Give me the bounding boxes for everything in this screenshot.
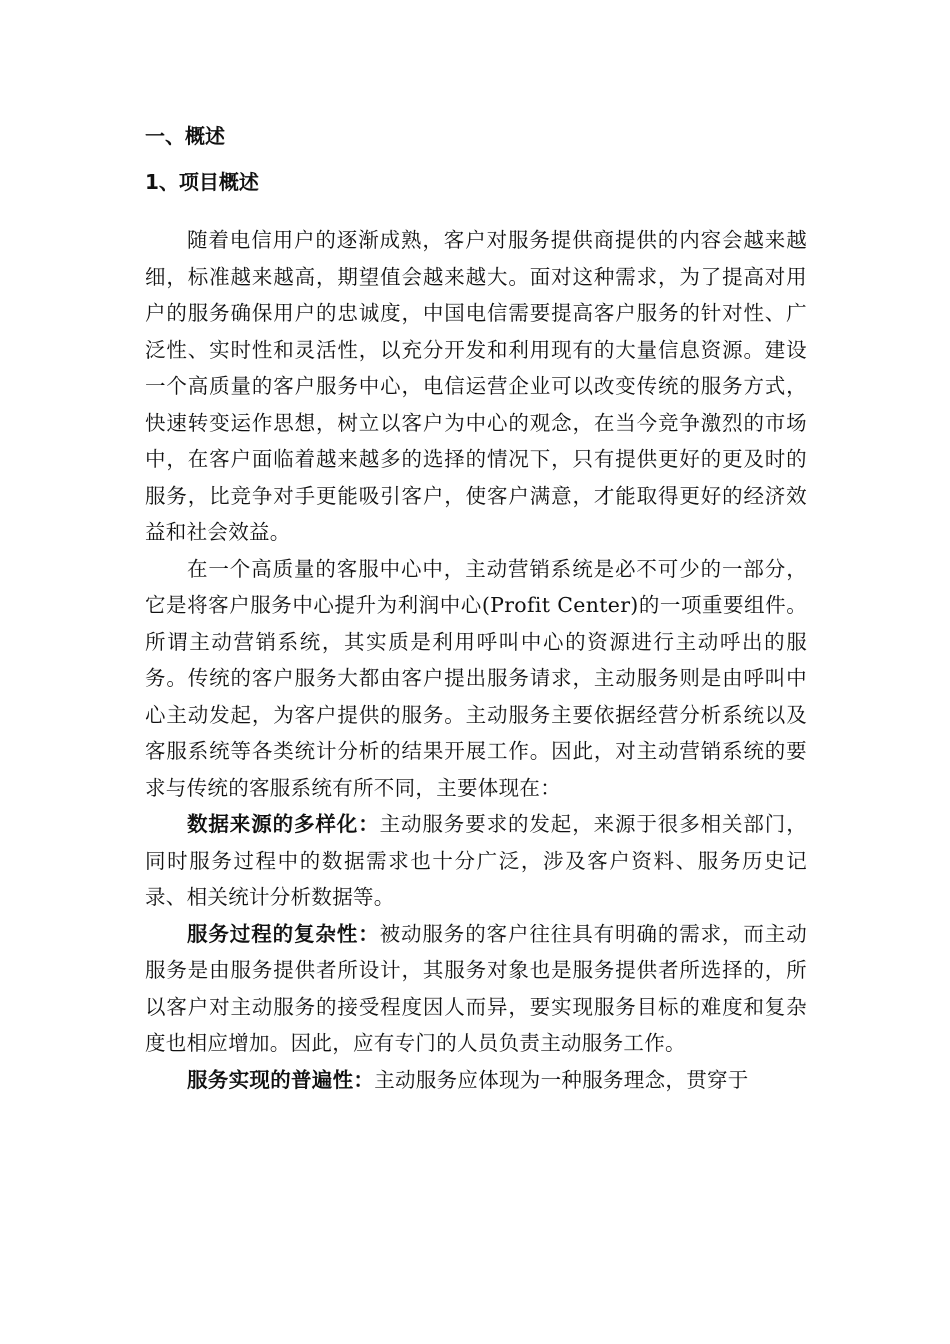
paragraph-active-marketing <box>145 551 807 807</box>
subsection-heading: 1、项目概述 <box>145 170 259 194</box>
paragraph-lead: 服务过程的复杂性： <box>187 921 380 946</box>
paragraph-text: 在一个高质量的客服中心中，主动营销系统是必不可少的一部分，它是将客户服务中心提升为利润中心(Profit Center)的一项重要组件。所谓主动营销系统，其实质是利用呼叫中心的资源进行主动呼出的服务。传统的客户服务大都由客户提出服务请求，主动服务则是由呼叫中心主动发起，为客户提供的服务。主动服务主要依据经营分析系统以及客服系统等各类统计分析的结果开展工作。因此，对主动营销系统的要求与传统的客服系统有所不同，主要体现在： <box>145 556 807 800</box>
paragraph-text: 主动服务应体现为一种服务理念，贯穿于 <box>374 1067 749 1092</box>
paragraph-text: 随着电信用户的逐渐成熟，客户对服务提供商提供的内容会越来越细，标准越来越高，期望值会越来越大。面对这种需求，为了提高对用户的服务确保用户的忠诚度，中国电信需要提高客户服务的针对性、广泛性、实时性和灵活性，以充分开发和利用现有的大量信息资源。建设一个高质量的客户服务中心，电信运营企业可以改变传统的服务方式，快速转变运作思想，树立以客户为中心的观念，在当今竞争激烈的市场中，在客户面临着越来越多的选择的情况下，只有提供更好的更及时的服务，比竞争对手更能吸引客户，使客户满意，才能取得更好的经济效益和社会效益。 <box>145 228 807 544</box>
paragraph-service-universality <box>145 1062 807 1099</box>
paragraph-process-complexity <box>145 916 807 1062</box>
paragraph-text: 被动服务的客户往往具有明确的需求，而主动服务是由服务提供者所设计，其服务对象也是服务提供者所选择的，所以客户对主动服务的接受程度因人而异，要实现服务目标的难度和复杂度也相应增加。因此，应有专门的人员负责主动服务工作。 <box>145 921 808 1055</box>
paragraph-data-diversity <box>145 806 807 916</box>
section-heading: 一、概述 <box>145 124 225 148</box>
paragraph-text: 主动服务要求的发起，来源于很多相关部门，同时服务过程中的数据需求也十分广泛，涉及客户资料、服务历史记录、相关统计分析数据等。 <box>145 812 808 909</box>
paragraph-lead: 服务实现的普遍性： <box>187 1067 375 1092</box>
paragraph-intro <box>145 222 807 551</box>
document-body <box>145 118 807 1098</box>
paragraph-lead: 数据来源的多样化： <box>187 812 380 836</box>
